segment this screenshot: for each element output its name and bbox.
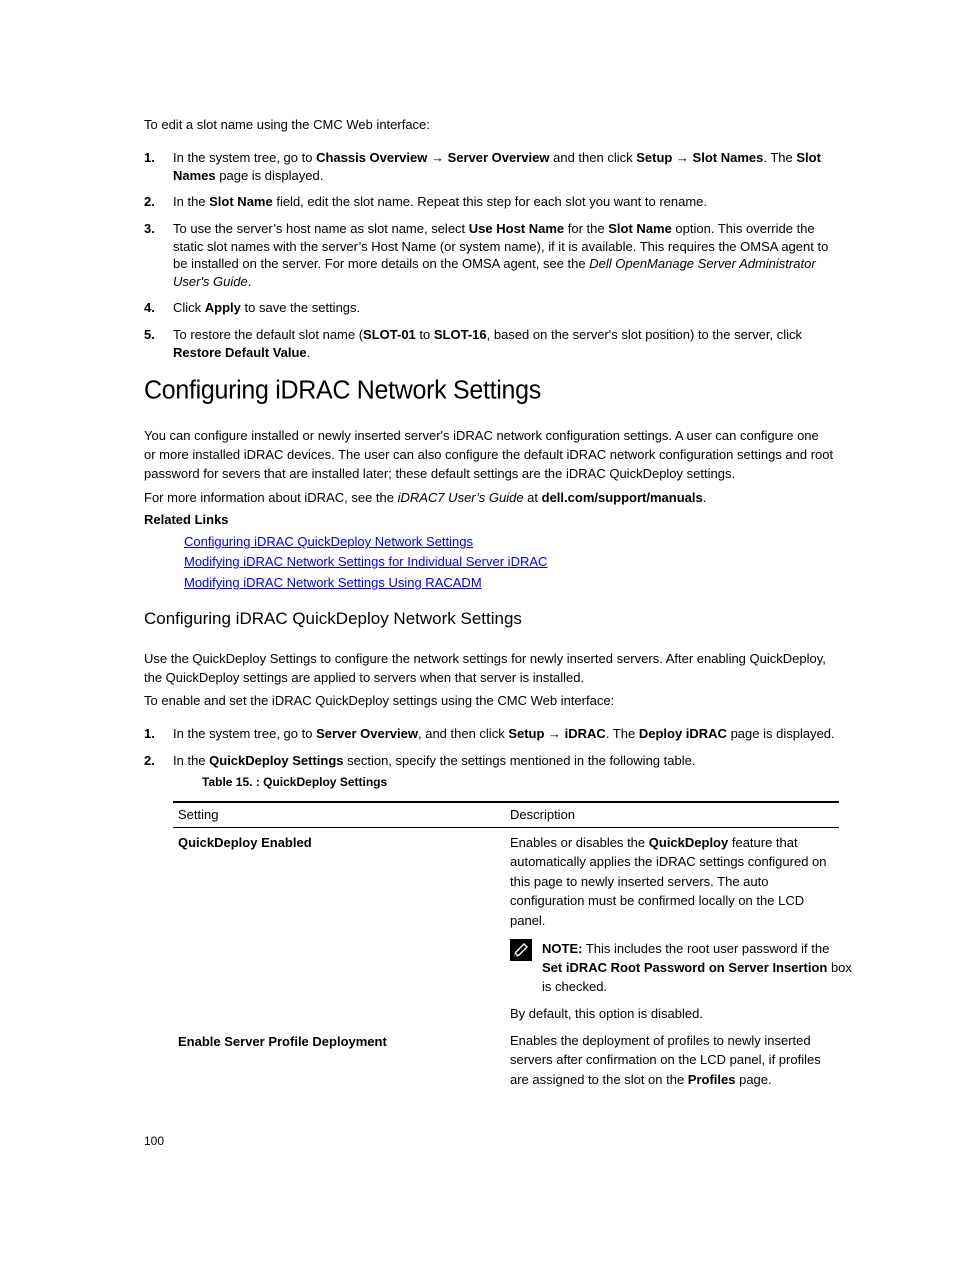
related-link-individual-server[interactable]: Modifying iDRAC Network Settings for Individual Server iDRAC <box>184 554 548 569</box>
table-header-description: Description <box>510 807 576 822</box>
table-row-default-note: By default, this option is disabled. <box>510 1006 703 1021</box>
text-line: this page to newly inserted servers. The auto <box>510 873 769 889</box>
text-line: To use the server’s host name as slot name, select Use Host Name for the Slot Name option. This override the <box>173 221 815 236</box>
text-line: Restore Default Value. <box>173 344 311 360</box>
bold-term: NOTE: <box>542 941 583 956</box>
bold-term: Apply <box>204 300 241 315</box>
text-line: panel. <box>510 912 546 928</box>
bold-term: SLOT-01 <box>363 327 416 342</box>
list-item-text <box>173 752 695 770</box>
text-line: In the QuickDeploy Settings section, specify the settings mentioned in the following table. <box>173 753 696 768</box>
text-line: automatically applies the iDRAC settings configured on <box>510 854 827 870</box>
table-header-rule <box>173 827 839 828</box>
text-line: In the system tree, go to Chassis Overview → Server Overview and then click Setup → Slot Names. The Slot <box>173 150 821 165</box>
text-line: password for severs that are installed later; these default settings are the iDRAC QuickDeploy settings. <box>144 466 736 481</box>
list-item-number: 2. <box>144 753 155 768</box>
list-item-text <box>173 193 707 211</box>
bold-term: Setup → iDRAC <box>508 726 606 741</box>
related-link-quickdeploy[interactable]: Configuring iDRAC QuickDeploy Network Settings <box>184 534 474 549</box>
text-line: Enables the deployment of profiles to newly inserted <box>510 1033 811 1048</box>
related-links-label: Related Links <box>144 512 229 527</box>
bold-term: Profiles <box>687 1071 736 1087</box>
bold-term: QuickDeploy <box>648 835 729 850</box>
intro-text: To edit a slot name using the CMC Web interface: <box>144 117 430 132</box>
text-line: Enables or disables the QuickDeploy feature that <box>510 835 798 850</box>
bold-term: Set iDRAC Root Password on Server Insertion <box>542 960 828 976</box>
text-line: servers after confirmation on the LCD panel, if profiles <box>510 1052 821 1068</box>
text-line: are assigned to the slot on the Profiles page. <box>510 1071 772 1087</box>
text-line: be installed on the server. For more details on the OMSA agent, see the Dell OpenManage Server Administrator <box>173 256 816 271</box>
bold-term: Slot Name <box>608 221 672 236</box>
section-heading: Configuring iDRAC QuickDeploy Network Settings <box>144 609 522 628</box>
list-item-number: 1. <box>144 150 155 165</box>
text-line: To restore the default slot name (SLOT-01 to SLOT-16, based on the server's slot position) to the server, click <box>173 327 802 342</box>
text-line: Click Apply to save the settings. <box>173 300 361 315</box>
text-line: NOTE: This includes the root user password if the <box>542 941 830 956</box>
list-item-text <box>173 149 821 184</box>
list-item-text <box>173 326 802 361</box>
bold-term: Chassis Overview → Server Overview <box>316 150 550 165</box>
text-line: Names page is displayed. <box>173 167 324 183</box>
list-item-number: 5. <box>144 327 155 342</box>
more-info-paragraph: For more information about iDRAC, see the iDRAC7 User’s Guide at dell.com/support/manuals. <box>144 490 707 505</box>
list-item-text <box>173 299 360 317</box>
bold-term: QuickDeploy Settings <box>209 753 344 768</box>
text-line: configuration must be confirmed locally on the LCD <box>510 893 805 909</box>
bold-term: Use Host Name <box>468 221 565 236</box>
bold-term: Deploy iDRAC <box>638 726 727 741</box>
text-line: In the system tree, go to Server Overview, and then click Setup → iDRAC. The Deploy iDRAC page is displayed. <box>173 726 835 741</box>
list-item-text <box>173 725 835 743</box>
bold-term: Restore Default Value <box>173 344 307 360</box>
bold-term: Slot <box>796 150 821 165</box>
list-item-number: 3. <box>144 221 155 236</box>
page-number: 100 <box>144 1134 165 1148</box>
note-pencil-icon <box>510 939 532 961</box>
list-item-text <box>173 220 828 290</box>
enable-quickdeploy-text: To enable and set the iDRAC QuickDeploy settings using the CMC Web interface: <box>144 693 615 708</box>
bold-term: Server Overview <box>316 726 418 741</box>
related-link-racadm[interactable]: Modifying iDRAC Network Settings Using RACADM <box>184 575 482 590</box>
page-heading: Configuring iDRAC Network Settings <box>144 375 541 405</box>
list-item-number: 4. <box>144 300 155 315</box>
text-line: or more installed iDRAC devices. The user can also configure the default iDRAC network configuration settings and root <box>144 447 834 462</box>
bold-term: SLOT-16 <box>433 327 487 342</box>
text-line: You can configure installed or newly inserted server's iDRAC network configuration settings. A user can configure one <box>144 428 819 443</box>
italic-term: User's Guide <box>173 273 248 289</box>
bold-term: Setup → Slot Names <box>636 150 764 165</box>
table-row-setting-quickdeploy: QuickDeploy Enabled <box>178 835 312 850</box>
list-item-number: 2. <box>144 194 155 209</box>
text-line: Set iDRAC Root Password on Server Insertion box <box>542 960 852 976</box>
table-header-setting: Setting <box>178 807 219 822</box>
list-item-number: 1. <box>144 726 155 741</box>
table-top-rule <box>173 801 839 803</box>
text-line: In the Slot Name field, edit the slot name. Repeat this step for each slot you want to rename. <box>173 194 708 209</box>
table-row-setting-profile: Enable Server Profile Deployment <box>178 1034 387 1049</box>
text-line: the QuickDeploy settings are applied to servers when that server is installed. <box>144 670 585 685</box>
italic-term: iDRAC7 User’s Guide <box>397 490 524 505</box>
text-line: Use the QuickDeploy Settings to configure the network settings for newly inserted servers. After enabling QuickDeploy, <box>144 651 826 666</box>
bold-term: dell.com/support/manuals <box>541 490 703 505</box>
table-caption: Table 15. : QuickDeploy Settings <box>202 775 388 789</box>
italic-term: Dell OpenManage Server Administrator <box>589 256 816 271</box>
text-line: User's Guide. <box>173 273 252 289</box>
bold-term: Names <box>173 167 216 183</box>
text-line: static slot names with the server’s Host Name (or system name), if it is available. This requires the OMSA agent to <box>173 238 829 254</box>
bold-term: Slot Name <box>209 194 273 209</box>
text-line: is checked. <box>542 979 608 995</box>
